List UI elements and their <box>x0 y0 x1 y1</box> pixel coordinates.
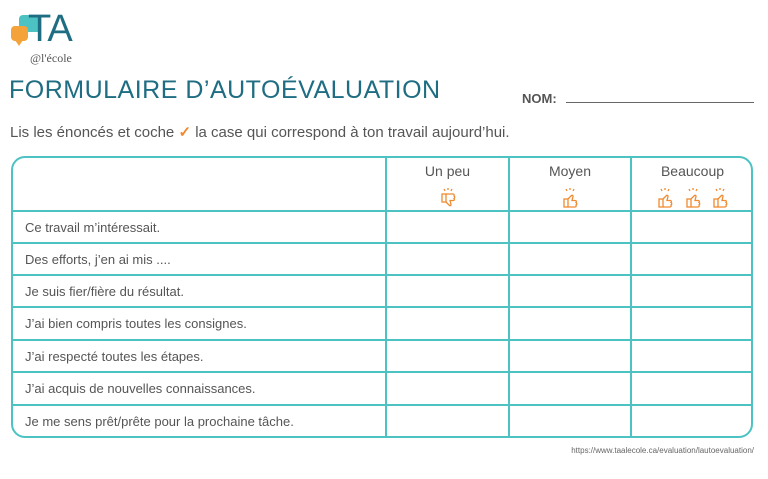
thumbs-up-icon <box>656 187 674 209</box>
table-row <box>13 339 751 372</box>
column-header-moyen <box>510 163 630 179</box>
row-label: Des efforts, j’en ai mis .... <box>25 252 171 267</box>
column-label: Un peu <box>424 163 471 179</box>
logo-subtext: @l'école <box>30 51 72 65</box>
row-label: J’ai bien compris toutes les consignes. <box>25 316 247 331</box>
instructions-after: la case qui correspond à ton travail aujourd’hui. <box>195 124 510 141</box>
name-field[interactable] <box>566 102 754 103</box>
row-label: Je suis fier/fière du résultat. <box>25 284 184 299</box>
column-header-un-peu <box>387 163 508 179</box>
footer-url: https://www.taalecole.ca/evaluation/lautoevaluation/ <box>571 446 754 455</box>
column-label: Moyen <box>548 163 592 179</box>
column-label: Beaucoup <box>660 163 725 179</box>
row-label: Je me sens prêt/prête pour la prochaine tâche. <box>25 414 294 429</box>
checkmark-icon: ✓ <box>178 124 192 141</box>
table-row <box>13 274 751 307</box>
column-header-beaucoup <box>632 163 753 179</box>
row-label: J’ai respecté toutes les étapes. <box>25 349 204 364</box>
thumbs-down-icon <box>439 187 457 209</box>
thumbs-up-icon <box>561 187 579 209</box>
logo <box>9 8 89 66</box>
table-row <box>13 404 751 438</box>
logo-text: TA <box>28 8 72 50</box>
table-row <box>13 306 751 339</box>
row-label: J’ai acquis de nouvelles connaissances. <box>25 381 256 396</box>
page-title: FORMULAIRE D’AUTOÉVALUATION <box>9 76 441 104</box>
instructions-before: Lis les énoncés et coche <box>10 124 175 141</box>
table-row <box>13 371 751 404</box>
thumbs-up-icon <box>684 187 702 209</box>
speech-bubble-orange-icon <box>11 26 28 41</box>
instructions <box>10 123 510 141</box>
row-label: Ce travail m’intéressait. <box>25 220 161 235</box>
table-row <box>13 210 751 243</box>
evaluation-table <box>11 156 753 438</box>
name-label: NOM: <box>522 91 557 106</box>
thumbs-up-icon <box>711 187 729 209</box>
table-row <box>13 242 751 275</box>
